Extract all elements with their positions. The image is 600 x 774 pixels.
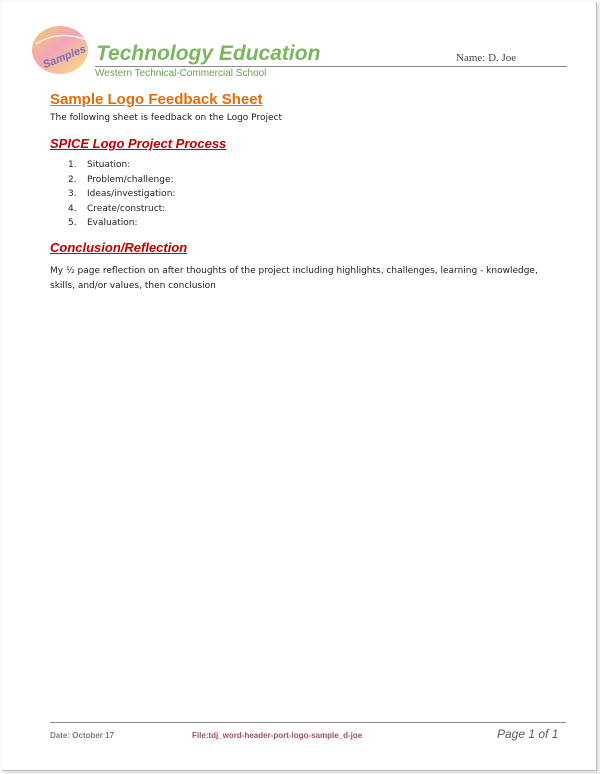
step-label: Problem/challenge: — [87, 174, 174, 185]
footer-date: Date: October 17 — [50, 731, 115, 740]
document-intro: The following sheet is feedback on the Logo Project — [50, 113, 282, 123]
header-rule — [95, 66, 567, 67]
document-title: Sample Logo Feedback Sheet — [50, 91, 263, 108]
process-heading: SPICE Logo Project Process — [50, 136, 227, 151]
process-step — [68, 216, 175, 231]
process-step — [68, 202, 175, 217]
step-number: 2. — [68, 174, 77, 185]
footer-page-number: Page 1 of 1 — [497, 727, 559, 741]
conclusion-heading: Conclusion/Reflection — [50, 240, 188, 255]
name-field: Name: D. Joe — [456, 52, 517, 64]
process-steps-list — [68, 158, 175, 231]
school-subtitle: Western Technical-Commercial School — [95, 68, 267, 79]
step-label: Create/construct: — [87, 203, 166, 214]
conclusion-text: My ½ page reflection on after thoughts of the project including highlights, challenges, learning - knowledge, skills, and/or values, then conclusion — [50, 266, 538, 291]
step-number: 3. — [68, 189, 77, 199]
logo-text: Samples — [41, 43, 88, 72]
step-label: Evaluation: — [87, 218, 138, 228]
document-page — [2, 2, 597, 771]
step-number: 1. — [68, 160, 77, 170]
footer-rule — [50, 722, 566, 723]
step-number: 5. — [68, 218, 77, 228]
samples-logo — [30, 24, 98, 76]
process-step — [68, 158, 175, 173]
process-step — [68, 187, 175, 202]
footer-file: File:tdj_word-header-port-logo-sample_d-joe — [192, 731, 363, 740]
school-title: Technology Education — [96, 42, 321, 65]
step-label: Situation: — [87, 160, 131, 170]
step-label: Ideas/investigation: — [87, 189, 176, 199]
step-number: 4. — [68, 203, 77, 214]
process-step — [68, 173, 175, 188]
